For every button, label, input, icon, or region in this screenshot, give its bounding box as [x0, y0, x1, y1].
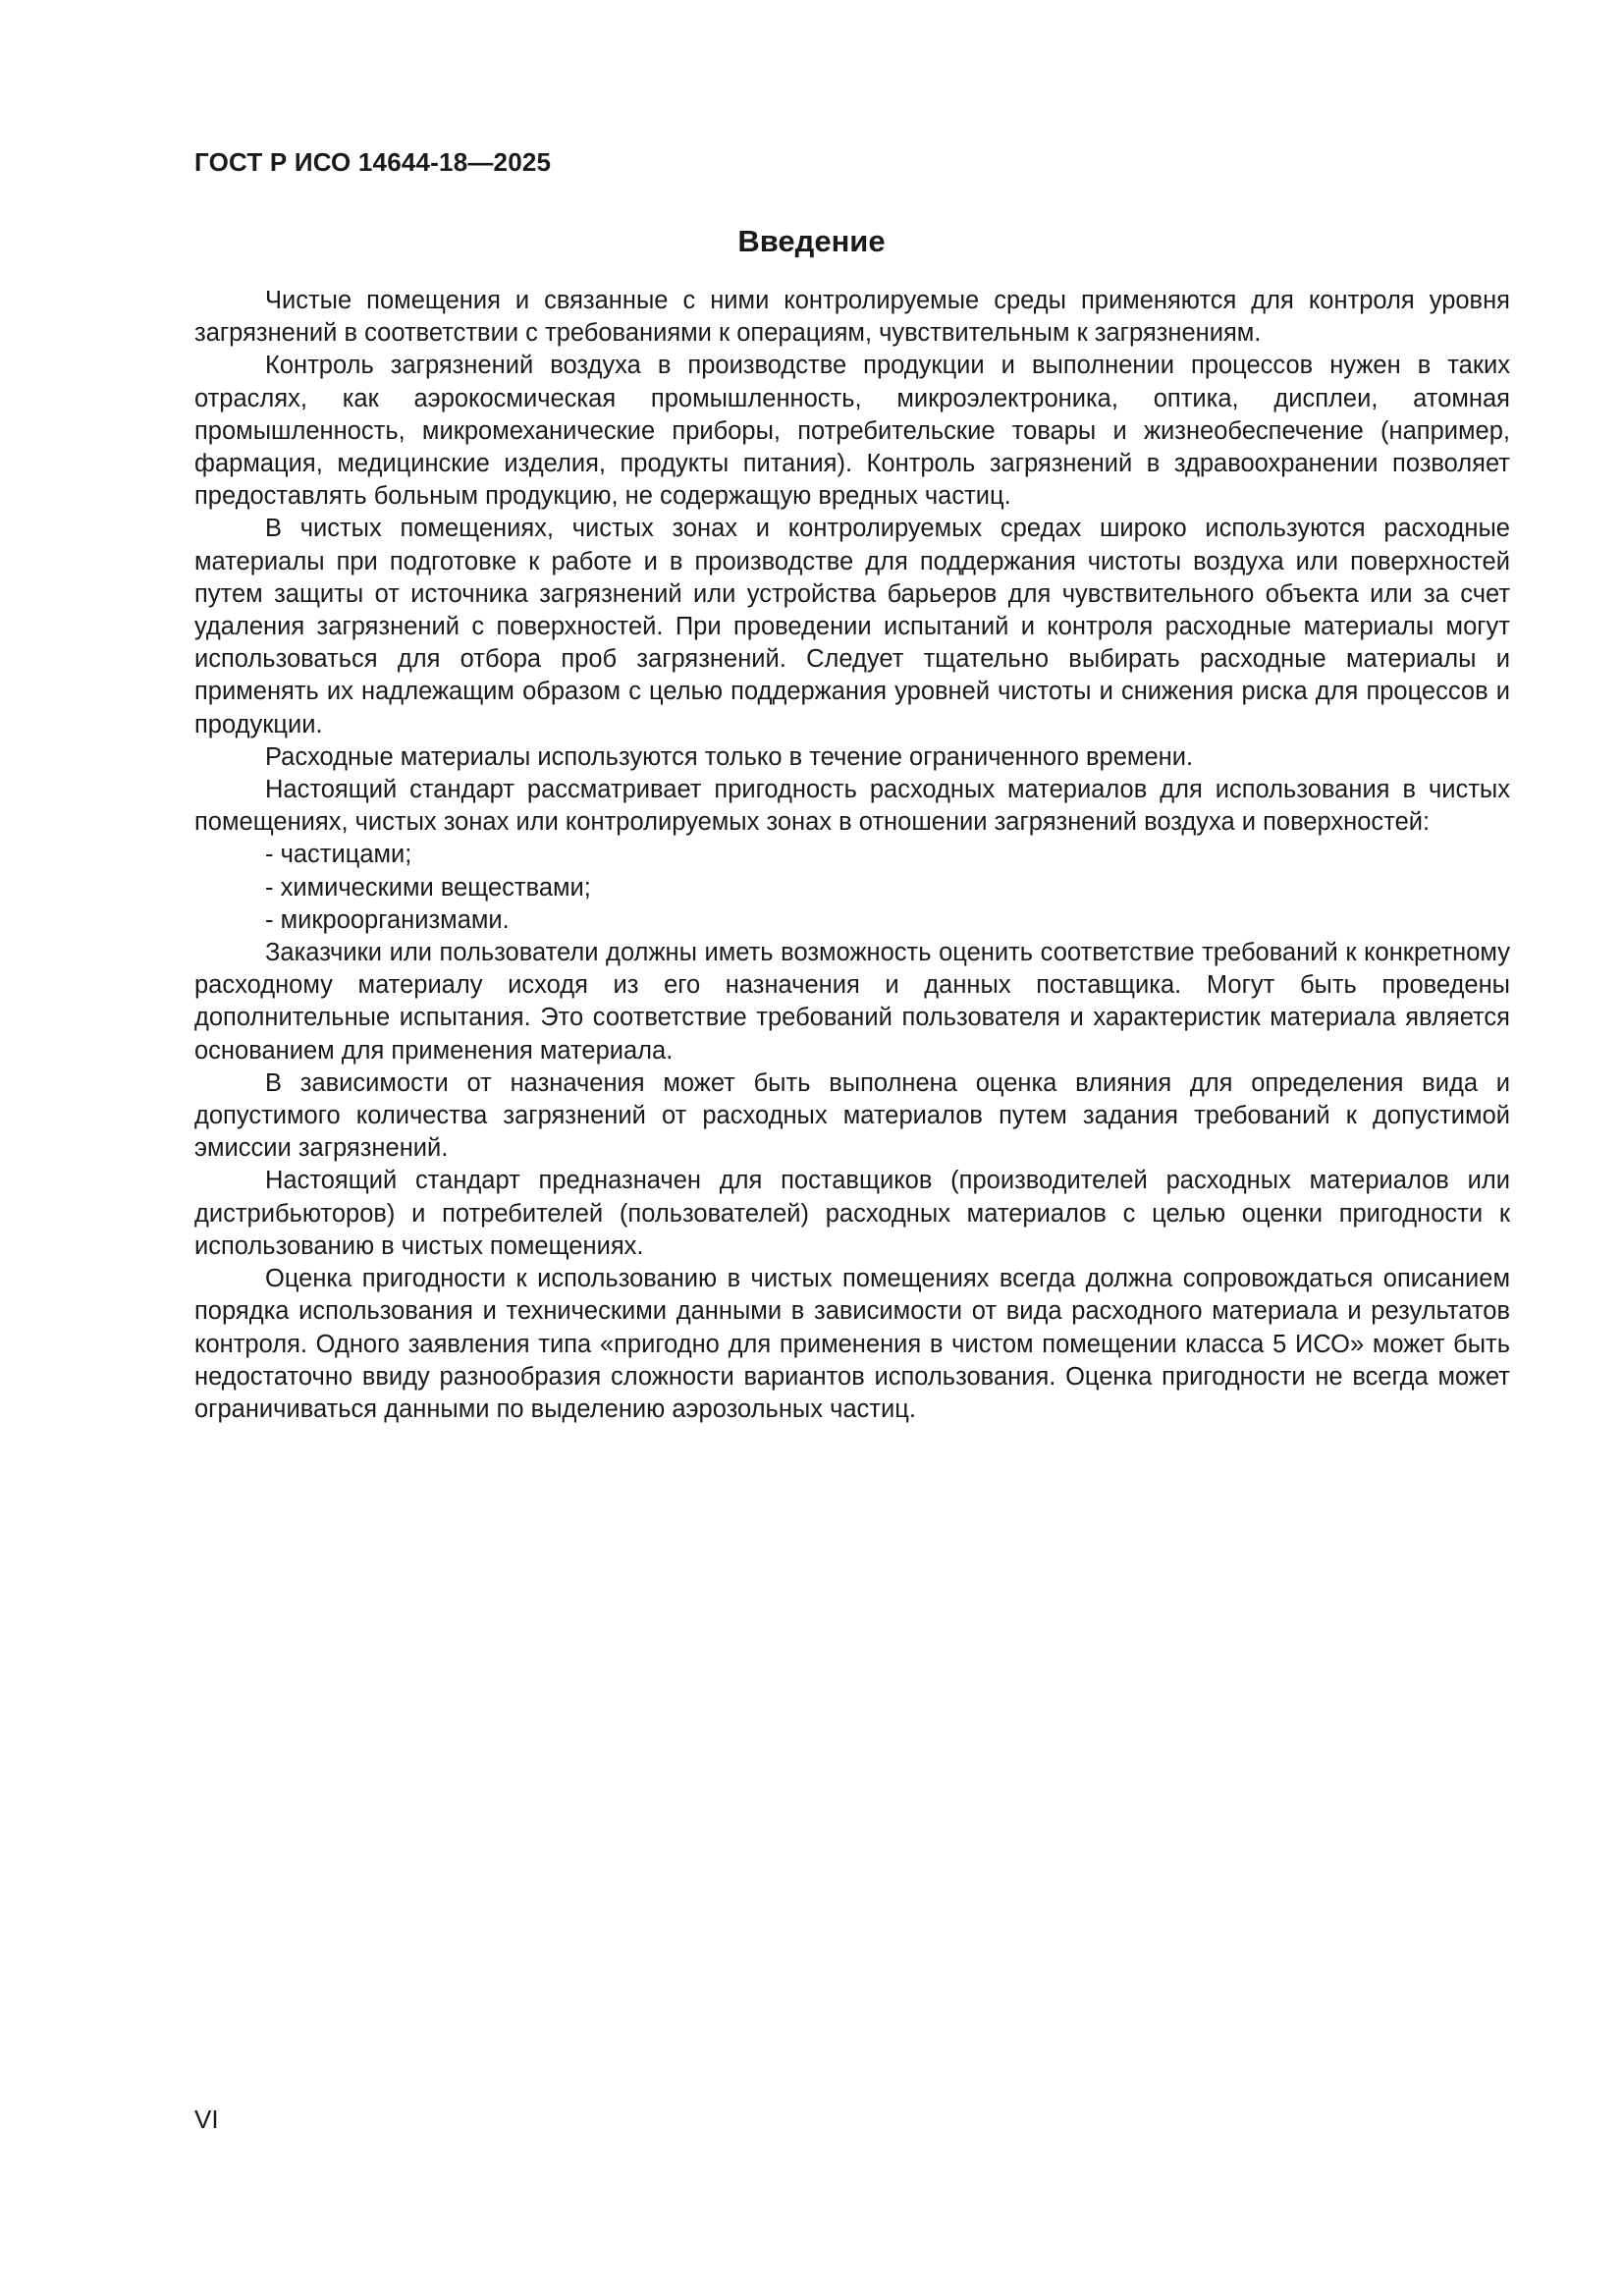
section-title: Введение [737, 224, 886, 258]
list-item: - частицами; [194, 839, 1510, 871]
paragraph: Контроль загрязнений воздуха в производстве продукции и выполнении процессов нужен в таких отраслях, как аэрокосмическая промышленность, микроэлектроника, оптика, дисплеи, атомная промышленность, микромеханические приборы, потребительские товары и жизнеобеспечение (например, фармация, медицинские изделия, продукты питания). Контроль загрязнений в здравоохранении позволяет предоставлять больным продукцию, не содержащую вредных частиц. [194, 352, 1510, 511]
list-item: - химическими веществами; [194, 872, 1510, 904]
paragraph: Заказчики или пользователи должны иметь возможность оценить соответствие требований к конкретному расходному материалу исходя из его назначения и данных поставщика. Могут быть проведены дополнительные испытания. Это соответствие требований пользователя и характеристик материала является основанием для применения материала. [194, 939, 1510, 1065]
paragraph: В чистых помещениях, чистых зонах и контролируемых средах широко используются расходные материалы при подготовке к работе и в производстве для поддержания чистоты воздуха или поверхностей путем защиты от источника загрязнений или устройства барьеров для чувствительного объекта или за счет удаления загрязнений с поверхностей. При проведении испытаний и контроля расходные материалы могут использоваться для отбора проб загрязнений. Следует тщательно выбирать расходные материалы и применять их надлежащим образом с целью поддержания уровней чистоты и снижения риска для процессов и продукции. [194, 515, 1510, 738]
contamination-list [194, 839, 1510, 937]
document-id-header: ГОСТ Р ИСО 14644-18—2025 [194, 147, 552, 177]
list-item: - микроорганизмами. [194, 904, 1510, 937]
introduction-body [194, 285, 1510, 1426]
paragraph: Чистые помещения и связанные с ними контролируемые среды применяются для контроля уровня загрязнений в соответствии с требованиями к операциям, чувствительным к загрязнениям. [194, 287, 1510, 348]
paragraph: Настоящий стандарт предназначен для поставщиков (производителей расходных материалов или дистрибьюторов) и потребителей (пользователей) расходных материалов с целью оценки пригодности к использованию в чистых помещениях. [194, 1167, 1510, 1260]
page-number: VI [194, 2105, 219, 2134]
paragraph: Расходные материалы используются только в течение ограниченного времени. [265, 742, 1194, 771]
paragraph: Настоящий стандарт рассматривает пригодность расходных материалов для использования в чистых помещениях, чистых зонах или контролируемых зонах в отношении загрязнений воздуха и поверхностей: [194, 776, 1510, 837]
paragraph: В зависимости от назначения может быть выполнена оценка влияния для определения вида и допустимого количества загрязнений от расходных материалов путем задания требований к допустимой эмиссии загрязнений. [194, 1068, 1510, 1163]
paragraph: Оценка пригодности к использованию в чистых помещениях всегда должна сопровождаться описанием порядка использования и техническими данными в зависимости от вида расходного материала и результатов контроля. Одного заявления типа «пригодно для применения в чистом помещении класса 5 ИСО» может быть недостаточно ввиду разнообразия сложности вариантов использования. Оценка пригодности не всегда может ограничиваться данными по выделению аэрозольных частиц. [194, 1265, 1510, 1423]
